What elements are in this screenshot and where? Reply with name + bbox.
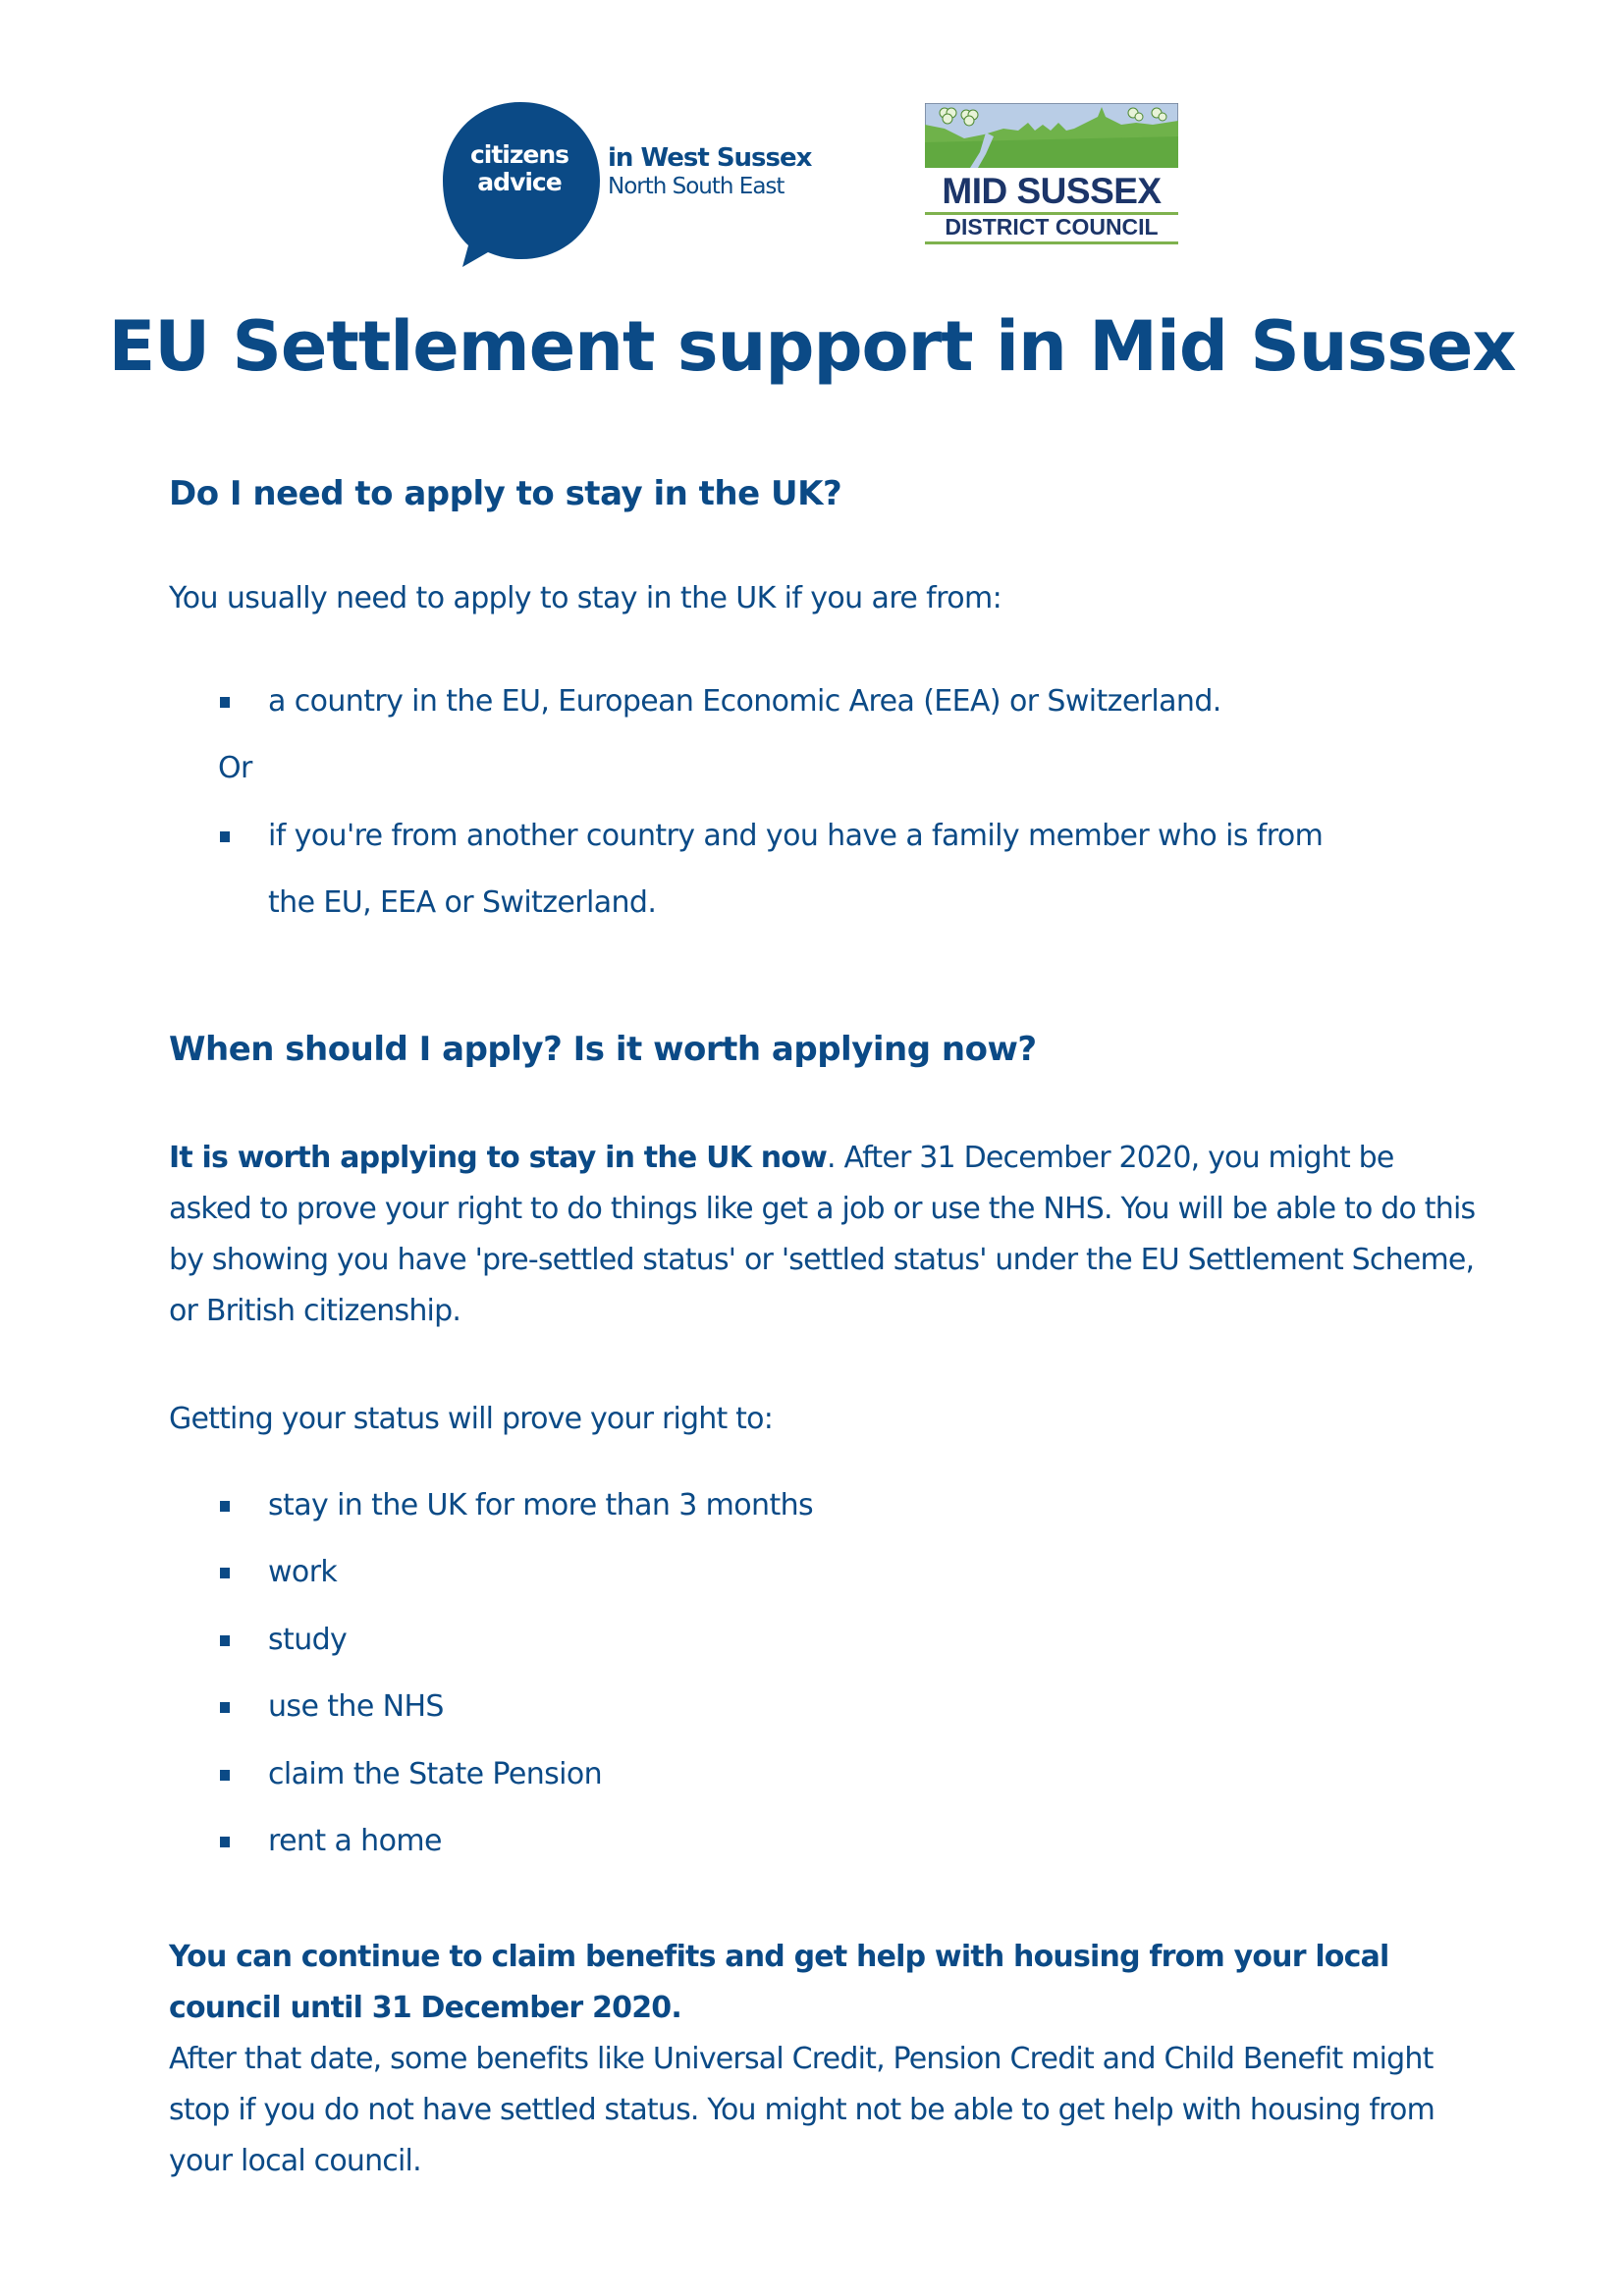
region-line-2: North South East xyxy=(608,174,785,199)
logo-word-citizens: citizens xyxy=(469,140,569,169)
rights-intro xyxy=(169,1394,1485,1445)
bullet-square-icon xyxy=(220,1702,230,1713)
list-item-text-continued: the EU, EEA or Switzerland. xyxy=(268,885,657,920)
citizens-advice-logo xyxy=(439,98,832,270)
bullet-square-icon xyxy=(220,697,230,708)
page-title: EU Settlement support in Mid Sussex xyxy=(108,306,1516,387)
worth-applying-lead: It is worth applying to stay in the UK now xyxy=(169,1141,828,1175)
bullet-square-icon xyxy=(220,1837,230,1847)
list-item-text: if you're from another country and you have a family member who is from xyxy=(268,819,1324,853)
council-name: MID SUSSEX xyxy=(942,171,1162,211)
list-item-text: stay in the UK for more than 3 months xyxy=(268,1488,814,1522)
bullet-square-icon xyxy=(220,1635,230,1646)
divider xyxy=(925,241,1178,244)
worth-applying-body: . After 31 December 2020, you might be asked to prove your right to do things like get a job or use the NHS. You will be able to do this by showing you have 'pre-settled status' or 'settled status' under the EU Settlement Scheme, or British citizenship. xyxy=(169,1141,1476,1328)
landscape-icon xyxy=(925,103,1178,168)
list-item-text: rent a home xyxy=(268,1824,442,1858)
list-item-text: study xyxy=(268,1623,348,1657)
or-separator: Or xyxy=(218,751,252,785)
benefits-lead: You can continue to claim benefits and get help with housing from your local council until 31 December 2020. xyxy=(169,1940,1389,2025)
bullet-square-icon xyxy=(220,1568,230,1578)
bullet-square-icon xyxy=(220,1770,230,1781)
bullet-square-icon xyxy=(220,831,230,842)
citizens-advice-region xyxy=(608,143,811,200)
list-item-text: use the NHS xyxy=(268,1689,444,1724)
list-item-text: claim the State Pension xyxy=(268,1757,603,1791)
bullet-square-icon xyxy=(220,1501,230,1512)
section-heading-when-apply: When should I apply? Is it worth applying now? xyxy=(169,1030,1037,1069)
section-heading-need-to-apply: Do I need to apply to stay in the UK? xyxy=(169,474,842,513)
section-intro: You usually need to apply to stay in the UK if you are from: xyxy=(169,581,1002,615)
region-line-1: in West Sussex xyxy=(608,143,812,173)
logo-word-advice: advice xyxy=(477,168,562,196)
worth-applying-paragraph xyxy=(169,1133,1485,1337)
list-item-text: work xyxy=(268,1555,338,1589)
citizens-advice-wordmark xyxy=(460,141,578,196)
benefits-paragraph xyxy=(169,1932,1485,2187)
council-subtitle: DISTRICT COUNCIL xyxy=(945,214,1159,240)
rights-intro-text: Getting your status will prove your right to: xyxy=(169,1402,774,1436)
mid-sussex-logo xyxy=(925,103,1180,250)
list-item-text: a country in the EU, European Economic Area (EEA) or Switzerland. xyxy=(268,684,1221,719)
benefits-body: After that date, some benefits like Universal Credit, Pension Credit and Child Benefit might stop if you do not have settled status. You might not be able to get help with housing from your local council. xyxy=(169,2042,1435,2178)
